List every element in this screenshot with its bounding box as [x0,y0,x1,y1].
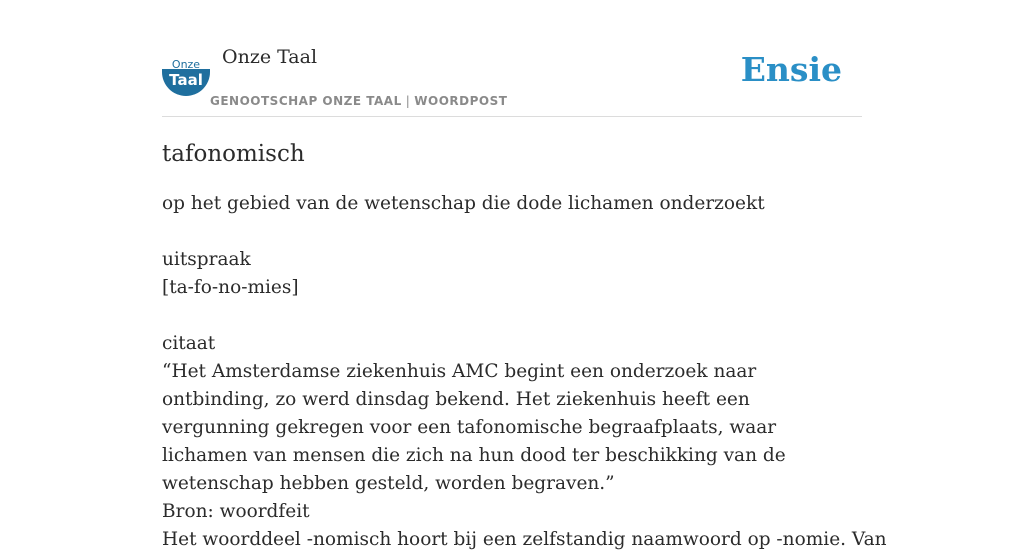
entry-card [162,0,887,550]
quote-label: citaat [162,333,216,354]
onze-taal-logo-icon[interactable] [162,54,210,96]
entry-definition: op het gebied van de wetenschap die dode lichamen onderzoekt [162,193,765,214]
site-header [162,40,862,117]
logo-bottom-text: Taal [169,71,203,89]
quote-text: “Het Amsterdamse ziekenhuis AMC begint een onderzoek naar ontbinding, zo werd dinsdag bekend. Het ziekenhuis heeft een vergunning gekregen voor een tafonomische begraafplaats, waar lichamen van mensen die zich na hun dood ter beschikking van de wetenschap hebben gesteld, worden begraven.” [162,361,786,494]
subtitle-organisation: GENOOTSCHAP ONZE TAAL [210,94,402,108]
pronunciation-label: uitspraak [162,249,251,270]
logo-top-text: Onze [171,58,201,71]
entry-title: tafonomisch [162,141,305,167]
brand-name[interactable]: Onze Taal [222,46,318,68]
brand-subtitle [210,94,507,108]
subtitle-separator: | [405,94,411,108]
quote-source: Bron: woordfeit [162,501,310,522]
spacer [162,218,862,246]
ensie-logo[interactable]: Ensie [740,50,842,89]
pronunciation-value: [ta-fo-no-mies] [162,277,299,298]
subtitle-section: WOORDPOST [414,94,508,108]
entry-content [162,138,887,554]
spacer [162,302,862,330]
entry-extra-text: Het woorddeel -nomisch hoort bij een zelfstandig naamwoord op -nomie. Van [162,529,887,550]
